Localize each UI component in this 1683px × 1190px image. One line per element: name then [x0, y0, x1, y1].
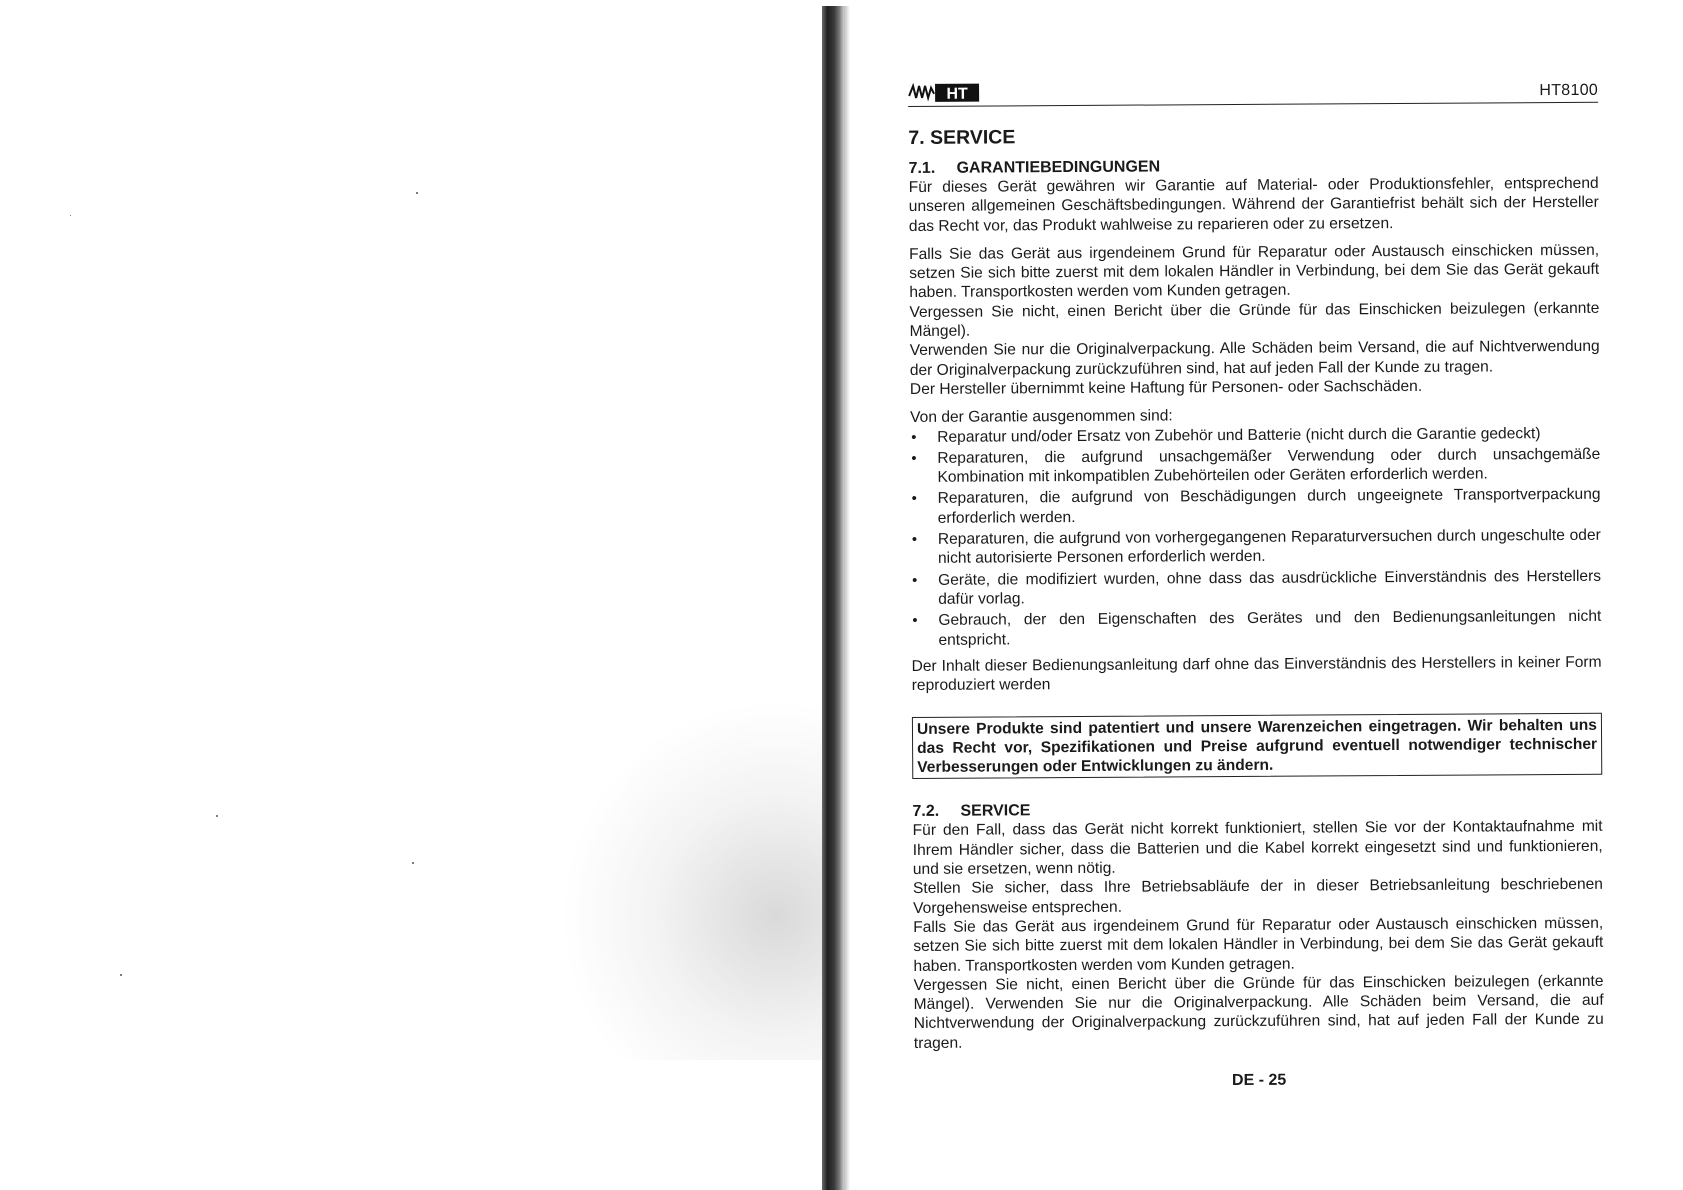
ht-logo-icon: [908, 82, 982, 104]
left-blank-page: [0, 0, 820, 1190]
service-paragraph-3: Falls Sie das Gerät aus irgendeinem Grund für Reparatur oder Austausch einschicken müssen, setzen Sie sich bitte zuerst mit dem lokalen Händler in Verbindung, bei dem Sie das Gerät gekauft haben. Transportkosten werden vom Kunden getragen.: [913, 914, 1604, 975]
book-gutter-shadow: [822, 6, 844, 1190]
scan-speck: [70, 215, 71, 216]
service-paragraph-4: Vergessen Sie nicht, einen Bericht über die Gründe für das Einschicken beizulegen (erkannte Mängel). Verwenden Sie nur die Originalverpackung. Alle Schäden beim Versand, die auf Nichtverwendung der Originalverpackung zurückzuführen sind, hat auf jeden Fall der Kunde zu tragen.: [913, 972, 1604, 1052]
model-number: HT8100: [1539, 81, 1599, 99]
list-item: • Reparaturen, die aufgrund unsachgemäßer Verwendung oder durch unsachgemäße Kombination mit inkompatiblen Zubehörteilen oder Geräten erforderlich werden.: [910, 445, 1600, 488]
scan-speck: [416, 192, 418, 194]
warranty-paragraph-6: Der Inhalt dieser Bedienungsanleitung darf ohne das Einverständnis des Herstellers in keiner Form reproduziert werden: [911, 653, 1602, 695]
service-title: SERVICE: [960, 802, 1031, 821]
service-paragraph-1: Für den Fall, dass das Gerät nicht korrekt funktioniert, stellen Sie vor der Kontaktaufnahme mit Ihrem Händler sicher, dass die Batterien und die Kabel korrekt eingesetzt sind und funktionieren, und sie ersetzen, wenn nötig.: [912, 818, 1603, 879]
book-gutter-edge: [844, 6, 850, 1190]
logo-text: HT: [946, 85, 968, 103]
warranty-number: 7.1.: [908, 159, 936, 177]
list-item: • Gebrauch, der den Eigenschaften des Gerätes und den Bedienungsanleitungen nicht entspricht.: [911, 607, 1601, 650]
list-item: • Reparatur und/oder Ersatz von Zubehör und Batterie (nicht durch die Garantie gedeckt): [910, 423, 1600, 447]
list-item: • Reparaturen, die aufgrund von Beschädigungen durch ungeeignete Transportverpackung erforderlich werden.: [911, 485, 1601, 528]
scan-speck: [120, 974, 122, 976]
document-page: [908, 74, 1604, 1092]
section-title: 7. SERVICE: [908, 126, 1016, 149]
scan-speck: [412, 862, 414, 864]
list-item: • Reparaturen, die aufgrund von vorhergegangenen Reparaturversuchen durch ungeschulte oder nicht autorisierte Personen erforderlich werden.: [911, 526, 1601, 569]
ht-logo: [908, 82, 982, 104]
page-header: [908, 74, 1598, 107]
warranty-title: GARANTIEBEDINGUNGEN: [956, 158, 1161, 177]
exclusions-list: [910, 423, 1601, 649]
patent-notice-box: Unsere Produkte sind patentiert und unsere Warenzeichen eingetragen. Wir behalten uns das Recht vor, Spezifikationen und Preise aufgrund eventuell notwendiger technischer Verbesserungen oder Entwicklungen zu ändern.: [912, 713, 1602, 779]
warranty-paragraph-2: Falls Sie das Gerät aus irgendeinem Grund für Reparatur oder Austausch einschicken müssen, setzen Sie sich bitte zuerst mit dem lokalen Händler in Verbindung, bei dem Sie das Gerät gekauft haben. Transportkosten werden vom Kunden getragen.: [909, 241, 1600, 302]
exclusions-intro: Von der Garantie ausgenommen sind:: [910, 407, 1173, 427]
warranty-paragraph-3: Vergessen Sie nicht, einen Bericht über die Gründe für das Einschicken beizulegen (erkannte Mängel).: [909, 299, 1600, 341]
scan-speck: [216, 815, 218, 817]
warranty-paragraph-5: Der Hersteller übernimmt keine Haftung für Personen- oder Sachschäden.: [909, 377, 1423, 398]
scan-smudge: [560, 700, 830, 1060]
service-number: 7.2.: [912, 803, 940, 821]
warranty-paragraph-4: Verwenden Sie nur die Originalverpackung. Alle Schäden beim Versand, die auf Nichtverwendung der Originalverpackung zurückzuführen sind, hat auf jeden Fall der Kunde zu tragen.: [909, 338, 1600, 379]
list-item: • Geräte, die modifiziert wurden, ohne dass das ausdrückliche Einverständnis des Herstellers dafür vorlag.: [911, 566, 1601, 609]
page-number: DE - 25: [1231, 1071, 1287, 1090]
service-paragraph-2: Stellen Sie sicher, dass Ihre Betriebsabläufe der in dieser Betriebsanleitung beschriebenen Vorgehensweise entsprechen.: [912, 876, 1603, 917]
warranty-paragraph-1: Für dieses Gerät gewähren wir Garantie auf Material- oder Produktionsfehler, entsprechend unseren allgemeinen Geschäftsbedingungen. Während der Garantiefrist behält sich der Hersteller das Recht vor, das Produkt wahlweise zu reparieren oder zu ersetzen.: [908, 174, 1599, 235]
